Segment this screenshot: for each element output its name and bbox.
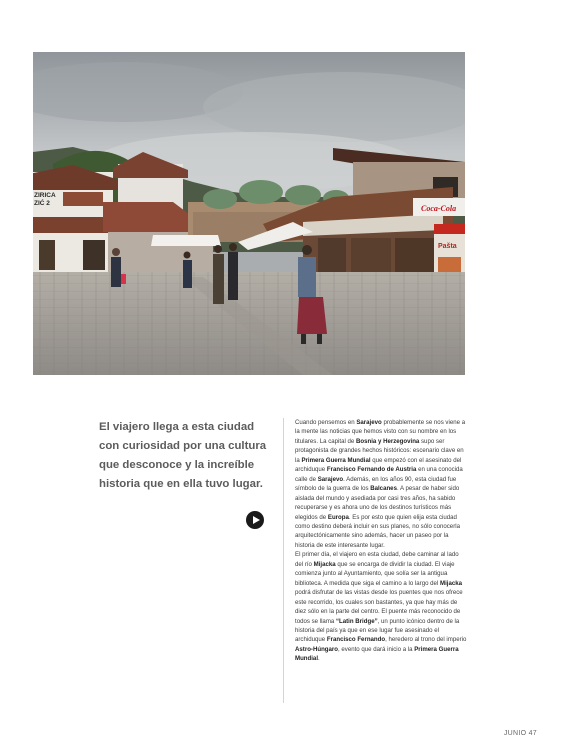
svg-text:Coca-Cola: Coca-Cola <box>421 204 457 213</box>
play-arrow-icon <box>246 511 264 529</box>
page-number: JUNIO 47 <box>503 730 537 737</box>
shop-sign-text: ZIRICA <box>34 192 56 199</box>
svg-text:Pašta: Pašta <box>438 243 457 250</box>
article-paragraph-1: Cuando pensemos en Sarajevo probablemente se nos viene a la mente las noticias que hemos visto con su nombre en los titulares. La capital de Bosnia y Herzegovina supo ser protagonista de grandes hechos históricos: escenario clave en la Primera Guerra Mundial que empezó con el asesinato del archiduque Francisco Fernando de Austria en una conocida calle de Sarajevo. Además, en los años 90, esta ciudad fue símbolo de la guerra de los Balcanes. A pesar de haber sido aislada del mundo y asediada por casi tres años, ha sabido recuperarse y es ahora uno de los destinos turísticos más elegidos de Europa. Es por esto que quien elija esta ciudad como destino deberá incluir en sus planes, no sólo conocerla arquitectónicamente sino además, hacer un paseo por la historia de este interesante lugar. <box>295 419 466 549</box>
bold-term: Sarajevo <box>317 475 344 483</box>
bold-term: Astro-Húngaro <box>295 645 338 653</box>
bold-term: Bosnia y Herzegovina <box>355 437 420 445</box>
bold-term: Mijacka <box>313 560 336 568</box>
article-paragraph-2: El primer día, el viajero en esta ciudad, debe caminar al lado del río Mijacka que se encarga de dividir la ciudad. El viaje comienza junto al Ayuntamiento, que solía ser la antigua biblioteca. A medida que siga el camino a lo largo del Mijacka podrá disfrutar de las vistas desde los puentes que nos ofrece este recorrido, los cuales son bastantes, ya que hay más de diez sólo en la parte del centro. El puente más reconocido de todos se llama “Latin Bridge”, un punto icónico dentro de la historia del país ya que en ese lugar fue asesinado el archiduque Francisco Fernando, heredero al trono del imperio Astro-Húngaro, evento que dará inicio a la Primera Guerra Mundial. <box>295 551 467 663</box>
bold-term: “Latin Bridge” <box>335 617 378 625</box>
bold-term: Mijacka <box>440 579 463 587</box>
green-dome <box>285 185 321 205</box>
bold-term: Europa <box>327 513 349 521</box>
svg-text:ZIĆ 2: ZIĆ 2 <box>34 200 50 207</box>
bold-term: Sarajevo <box>356 419 382 426</box>
bold-term: Primera Guerra Mundial <box>295 645 459 663</box>
sarajevo-bascarsija-photo <box>33 52 465 375</box>
green-dome <box>239 180 283 204</box>
green-dome <box>203 189 237 209</box>
pull-quote: El viajero llega a esta ciudad con curiosidad por una cultura que desconoce y la increíble historia que en ella tuvo lugar. <box>99 421 267 490</box>
bold-term: Francisco Fernando de Austria <box>326 466 417 474</box>
column-divider <box>283 418 284 703</box>
street-scene-illustration <box>33 52 465 375</box>
article-body <box>295 418 467 664</box>
bold-term: Primera Guerra Mundial <box>301 456 371 464</box>
bold-term: Balcanes <box>370 485 397 493</box>
bold-term: Francisco Fernando <box>326 636 386 644</box>
